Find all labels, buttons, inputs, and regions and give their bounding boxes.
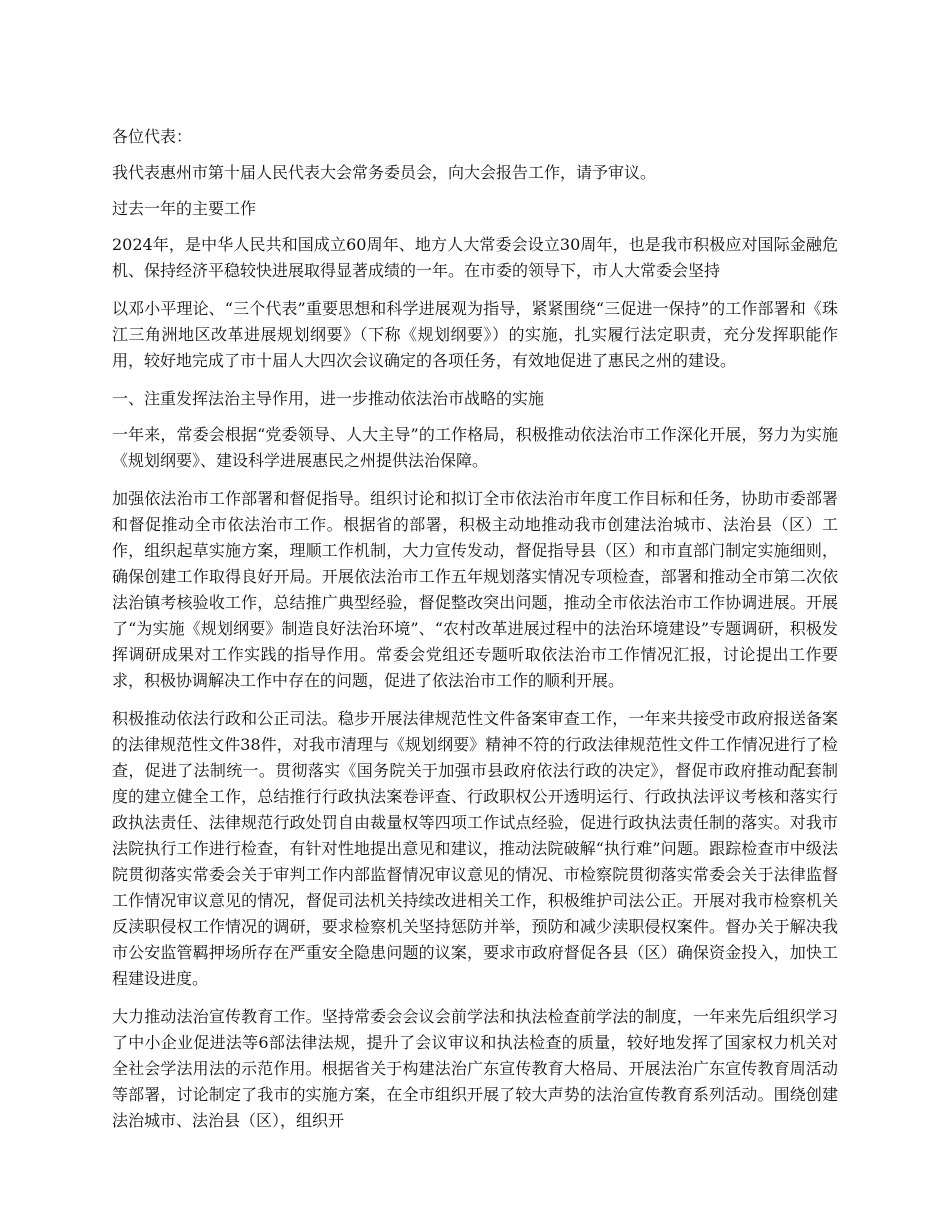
salutation: 各位代表： [112,127,193,146]
paragraph-guiding-thought: 以邓小平理论、“三个代表”重要思想和科学进展观为指导，紧紧围绕“三促进一保持”的工作部署和《珠江三角洲地区改革进展规划纲要》（下称《规划纲要》）的实施，扎实履行法定职责，充分发挥职能作用，较好地完成了市十届人大四次会议确定的各项任务，有效地促进了惠民之州的建设。 [112,299,838,370]
paragraph-2024-overview: 2024年，是中华人民共和国成立60周年、地方人大常委会设立30周年，也是我市积极应对国际金融危机、保持经济平稳较快进展取得显著成绩的一年。在市委的领导下，市人大常委会坚持 [112,235,838,280]
paragraph-deployment-guidance: 加强依法治市工作部署和督促指导。组织讨论和拟订全市依法治市年度工作目标和任务，协助市委部署和督促推动全市依法治市工作。根据省的部署，积极主动地推动我市创建法治城市、法治县（区）工作，组织起草实施方案，理顺工作机制，大力宣传发动，督促指导县（区）和市直部门制定实施细则，确保创建工作取得良好开局。开展依法治市工作五年规划落实情况专项检查，部署和推动全市第二次依法治镇考核验收工作，总结推广典型经验，督促整改突出问题，推动全市依法治市工作协调进展。开展了“为实施《规划纲要》制造良好法治环境”、“农村改革进展过程中的法治环境建设”专题调研，积极发挥调研成果对工作实践的指导作用。常委会党组还专题听取依法治市工作情况汇报，讨论提出工作要求，积极协调解决工作中存在的问题，促进了依法治市工作的顺利开展。 [112,489,838,690]
section-heading-past-year: 过去一年的主要工作 [112,199,257,218]
paragraph-administration-justice: 积极推动依法行政和公正司法。稳步开展法律规范性文件备案审查工作，一年来共接受市政府报送备案的法律规范性文件38件，对我市清理与《规划纲要》精神不符的行政法律规范性文件工作情况进行了检查，促进了法制统一。贯彻落实《国务院关于加强市县政府依法行政的决定》，督促市政府推动配套制度的建立健全工作，总结推行行政执法案卷评查、行政职权公开透明运行、行政执法评议考核和落实行政执法责任、法律规范行政处罚自由裁量权等四项工作试点经验，促进行政执法责任制的落实。对我市法院执行工作进行检查，有针对性地提出意见和建议，推动法院破解“执行难”问题。跟踪检查市中级法院贯彻落实常委会关于审判工作内部监督情况审议意见的情况、市检察院贯彻落实常委会关于法律监督工作情况审议意见的情况，督促司法机关持续改进相关工作，积极维护司法公正。开展对我市检察机关反渎职侵权工作情况的调研，要求检察机关坚持惩防并举，预防和减少渎职侵权案件。督办关于解决我市公安监管羁押场所存在严重安全隐患问题的议案，要求市政府督促各县（区）确保资金投入，加快工程建设进度。 [112,709,838,988]
opening-paragraph: 我代表惠州市第十届人民代表大会常务委员会，向大会报告工作，请予审议。 [112,163,657,182]
section-heading-rule-of-law: 一、注重发挥法治主导作用，进一步推动依法治市战略的实施 [112,389,545,408]
paragraph-legal-education: 大力推动法治宣传教育工作。坚持常委会会议会前学法和执法检查前学法的制度，一年来先后组织学习了中小企业促进法等6部法律法规，提升了会议审议和执法检查的质量，较好地发挥了国家权力机关对全社会学法用法的示范作用。根据省关于构建法治广东宣传教育大格局、开展法治广东宣传教育周活动等部署，讨论制定了我市的实施方案，在全市组织开展了较大声势的法治宣传教育系列活动。围绕创建法治城市、法治县（区），组织开 [112,1007,838,1130]
paragraph-rule-of-law-intro: 一年来，常委会根据“党委领导、人大主导”的工作格局，积极推动依法治市工作深化开展，努力为实施《规划纲要》、建设科学进展惠民之州提供法治保障。 [112,425,838,470]
